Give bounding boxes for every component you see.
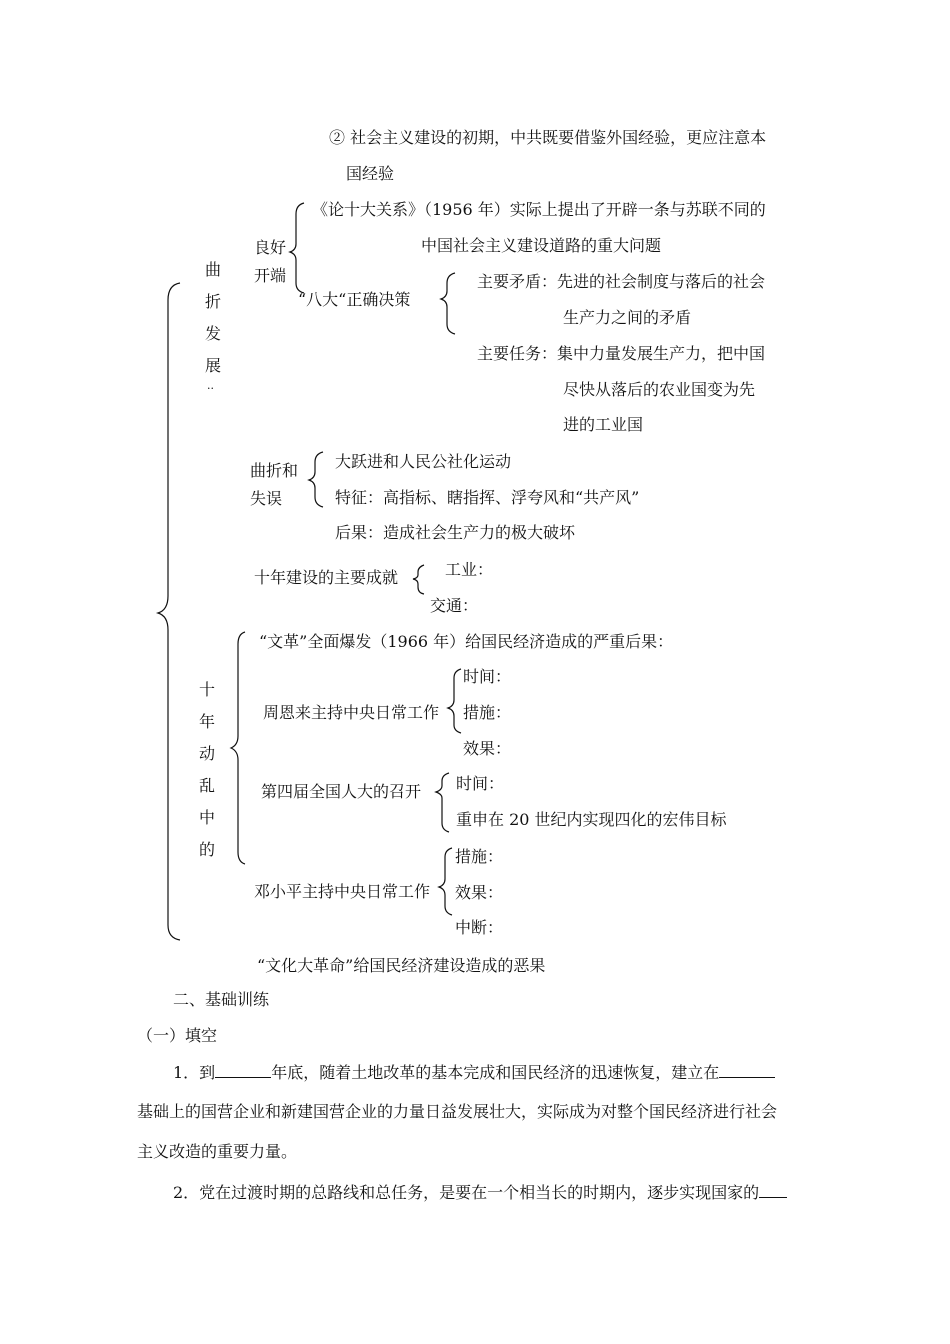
quzhe-brace: [309, 452, 323, 507]
maodun-line-1: 先进的社会制度与落后的社会: [557, 272, 766, 291]
maodun-label: 主要矛盾：: [477, 272, 558, 291]
shinian-char-6: 的: [198, 840, 215, 859]
lianghao-label-1: 良好: [254, 238, 287, 257]
renda-label: 第四届全国人大的召开: [261, 782, 422, 801]
zhou-item-1: 时间：: [463, 667, 512, 686]
quzhe-item-1: 大跃进和人民公社化运动: [335, 452, 512, 471]
quzhe-item-2: 特征：高指标、瞎指挥、浮夸风和“共产风”: [335, 488, 640, 507]
question-1-middle: 年底，随着土地改革的基本完成和国民经济的迅速恢复，建立在: [271, 1063, 720, 1082]
qufa-char-4: 展: [204, 356, 221, 375]
chengjiu-item-2: 交通：: [430, 596, 479, 615]
lianghao-brace: [290, 203, 304, 293]
bada-brace: [441, 273, 455, 334]
shinian-brace: [231, 632, 245, 864]
qufa-dots: ··: [207, 382, 214, 395]
lianghao-label-2: 开端: [254, 266, 287, 285]
deng-item-1: 措施：: [455, 847, 504, 866]
lun-line-1: 《论十大关系》（1956 年）实际上提出了开辟一条与苏联不同的: [312, 200, 766, 219]
deng-label: 邓小平主持中央日常工作: [254, 882, 431, 901]
bada-label: “八大“正确决策: [298, 290, 411, 309]
renda-item-2: 重申在 20 世纪内实现四化的宏伟目标: [456, 810, 727, 829]
wenge-eguo: “文化大革命”给国民经济建设造成的恶果: [257, 956, 546, 975]
renda-item-1: 时间：: [456, 774, 505, 793]
renwu-line-1: 集中力量发展生产力，把中国: [557, 344, 766, 363]
zhou-brace: [448, 669, 461, 733]
question-1-prefix: 1．到: [173, 1063, 216, 1082]
question-1-line-3: 主义改造的重要力量。: [137, 1142, 298, 1161]
shinian-char-5: 中: [198, 808, 215, 827]
maodun-line-2: 生产力之间的矛盾: [563, 308, 692, 327]
training-subheading: （一）填空: [137, 1026, 218, 1045]
zhou-item-2: 措施：: [463, 703, 512, 722]
question-2-text: 2．党在过渡时期的总路线和总任务，是要在一个相当长的时期内，逐步实现国家的: [173, 1183, 760, 1202]
deng-item-3: 中断：: [455, 918, 504, 937]
shinian-char-4: 乱: [198, 776, 215, 795]
question-1-line-1: [173, 1061, 775, 1084]
outer-brace: [158, 283, 180, 940]
intro-line-1: ② 社会主义建设的初期，中共既要借鉴外国经验，更应注意本: [329, 128, 767, 147]
renda-brace: [436, 773, 449, 832]
shinian-char-1: 十: [198, 680, 215, 699]
quzhe-label-1: 曲折和: [250, 461, 299, 480]
deng-brace: [439, 848, 452, 915]
qufa-char-3: 发: [204, 324, 221, 343]
lun-line-2: 中国社会主义建设道路的重大问题: [421, 236, 662, 255]
qufa-vertical-label: [202, 254, 224, 382]
renwu-line-3: 进的工业国: [563, 415, 644, 434]
zhou-label: 周恩来主持中央日常工作: [263, 703, 440, 722]
chengjiu-item-1: 工业：: [445, 560, 494, 579]
deng-item-2: 效果：: [455, 883, 504, 902]
shinian-vertical-label: [196, 674, 218, 866]
qufa-char-2: 折: [204, 292, 221, 311]
question-1-line-2: 基础上的国营企业和新建国营企业的力量日益发展壮大，实际成为对整个国民经济进行社会: [137, 1102, 778, 1121]
shinian-char-2: 年: [198, 712, 215, 731]
qufa-char-1: 曲: [204, 260, 221, 279]
blank-basis[interactable]: [719, 1061, 775, 1078]
intro-line-2: 国经验: [346, 164, 395, 183]
zhou-item-3: 效果：: [463, 739, 512, 758]
question-2-line-1: [173, 1181, 787, 1204]
blank-country-goal[interactable]: [759, 1181, 787, 1198]
wenge-baofa: “文革”全面爆发（1966 年）给国民经济造成的严重后果：: [259, 632, 674, 651]
chengjiu-brace: [413, 565, 424, 594]
renwu-line-2: 尽快从落后的农业国变为先: [563, 380, 756, 399]
blank-year[interactable]: [215, 1061, 271, 1078]
renwu-label: 主要任务：: [477, 344, 558, 363]
quzhe-label-2: 失误: [250, 489, 283, 508]
quzhe-item-3: 后果：造成社会生产力的极大破坏: [335, 523, 576, 542]
training-heading: 二、基础训练: [173, 990, 270, 1009]
shinian-char-3: 动: [198, 744, 215, 763]
chengjiu-label: 十年建设的主要成就: [254, 568, 399, 587]
